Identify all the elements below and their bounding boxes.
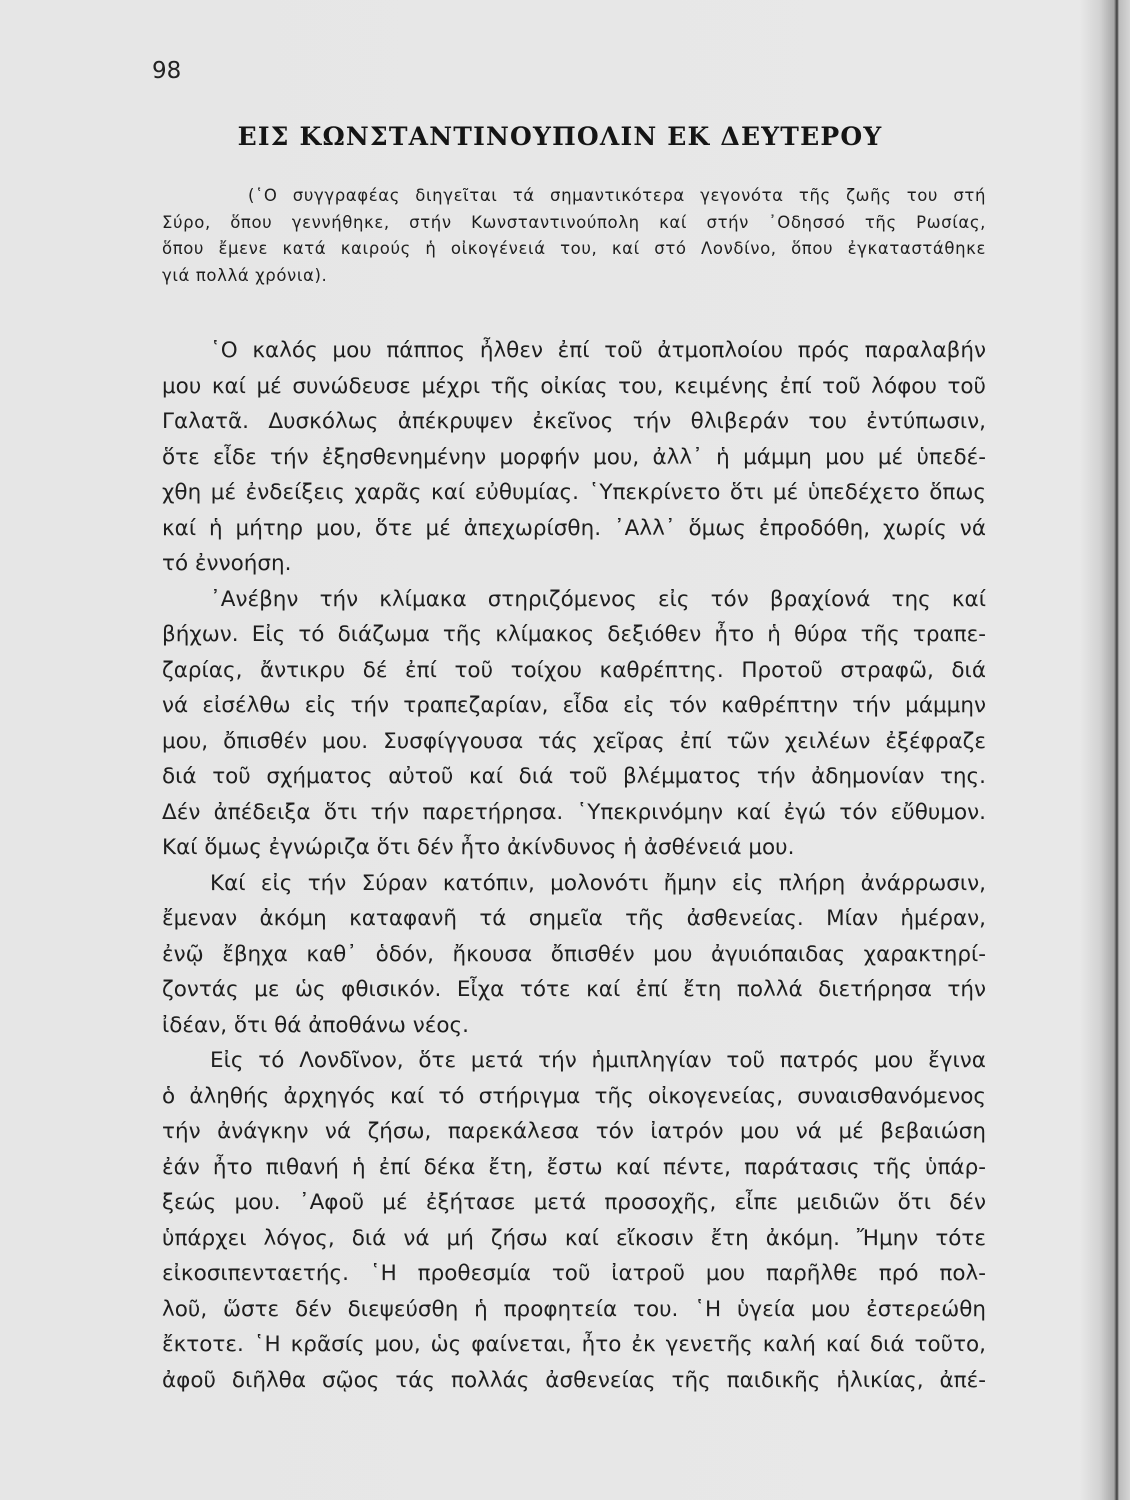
page-number: 98 — [152, 58, 182, 84]
paragraph-2 — [162, 582, 986, 866]
text-line: ἀφοῦ διῆλθα σῷος τάς πολλάς ἀσθενείας τῆς παιδικῆς ἡλικίας, ἀπέ- — [162, 1367, 986, 1393]
text-line: νά εἰσέλθω εἰς τήν τραπεζαρίαν, εἶδα εἰς τόν καθρέπτην τήν μάμμην — [162, 693, 986, 718]
text-line: ζοντάς με ὡς φθισικόν. Εἶχα τότε καί ἐπί ἔτη πολλά διετήρησα τήν — [162, 977, 986, 1002]
text-line: ᾽Ανέβην τήν κλίμακα στηριζόμενος εἰς τόν βραχίονά της καί — [210, 586, 986, 612]
text-line: ξεώς μου. ᾽Αφοῦ μέ ἐξήτασε μετά προσοχῆς, εἶπε μειδιῶν ὅτι δέν — [162, 1190, 986, 1215]
text-line: Δέν ἀπέδειξα ὅτι τήν παρετήρησα. ῾Υπεκρινόμην καί ἐγώ τόν εὔθυμον. — [162, 799, 986, 825]
paragraph-3 — [162, 866, 986, 1044]
paragraph-1 — [162, 333, 986, 582]
text-line: χθη μέ ἐνδείξεις χαρᾶς καί εὐθυμίας. ῾Υπεκρίνετο ὅτι μέ ὑπεδέχετο ὅπως — [162, 480, 986, 505]
intro-line: ὅπου ἔμενε κατά καιρούς ἡ οἰκογένειά του, καί στό Λονδίνο, ὅπου ἐγκαταστάθηκε — [162, 239, 986, 258]
text-line: εἰκοσιπενταετής. ῾Η προθεσμία τοῦ ἰατροῦ μου παρῆλθε πρό πολ- — [162, 1261, 986, 1286]
chapter-title-text: ΕΙΣ ΚΩΝΣΤΑΝΤΙΝΟΥΠΟΛΙΝ ΕΚ ΔΕΥΤΕΡΟΥ — [237, 122, 883, 151]
paragraph-4 — [162, 1043, 986, 1398]
text-line: τήν ἀνάγκην νά ζήσω, παρεκάλεσα τόν ἰατρόν μου νά μέ βεβαιώση — [162, 1119, 986, 1144]
intro-line: (῾Ο συγγραφέας διηγεῖται τά σημαντικότερα γεγονότα τῆς ζωῆς του στή — [248, 186, 986, 205]
text-line: ἔμεναν ἀκόμη καταφανῆ τά σημεῖα τῆς ἀσθενείας. Μίαν ἡμέραν, — [162, 906, 986, 931]
chapter-title — [0, 122, 1130, 151]
text-line: Γαλατᾶ. Δυσκόλως ἀπέκρυψεν ἐκεῖνος τήν θλιβεράν του ἐντύπωσιν, — [162, 409, 986, 434]
text-line: ὑπάρχει λόγος, διά νά μή ζήσω καί εἴκοσιν ἔτη ἀκόμη. Ἤμην τότε — [162, 1225, 986, 1251]
text-line: μου, ὄπισθέν μου. Συσφίγγουσα τάς χεῖρας ἐπί τῶν χειλέων ἐξέφραζε — [162, 728, 986, 754]
text-line: ὅτε εἶδε τήν ἐξησθενημένην μορφήν μου, ἀλλ᾽ ἡ μάμμη μου μέ ὑπεδέ- — [162, 444, 986, 470]
text-line: Καί ὅμως ἐγνώριζα ὅτι δέν ἦτο ἀκίνδυνος ἡ ἀσθένειά μου. — [162, 835, 795, 860]
intro-line: Σύρο, ὅπου γεννήθηκε, στήν Κωνσταντινούπολη καί στήν ᾽Οδησσό τῆς Ρωσίας, — [162, 212, 986, 232]
text-line: διά τοῦ σχήματος αὐτοῦ καί διά τοῦ βλέμματος τήν ἀδημονίαν της. — [162, 764, 986, 789]
text-line: λοῦ, ὥστε δέν διεψεύσθη ἡ προφητεία του. ῾Η ὑγεία μου ἐστερεώθη — [162, 1296, 986, 1322]
text-line: μου καί μέ συνώδευσε μέχρι τῆς οἰκίας του, κειμένης ἐπί τοῦ λόφου τοῦ — [162, 373, 986, 399]
text-line: Εἰς τό Λονδῖνον, ὅτε μετά τήν ἡμιπληγίαν τοῦ πατρός μου ἔγινα — [210, 1048, 986, 1073]
text-line: ὁ ἀληθής ἀρχηγός καί τό στήριγμα τῆς οἰκογενείας, συναισθανόμενος — [162, 1083, 986, 1109]
text-line: βήχων. Εἰς τό διάζωμα τῆς κλίμακος δεξιόθεν ἦτο ἡ θύρα τῆς τραπε- — [162, 622, 986, 647]
intro-line: γιά πολλά χρόνια). — [162, 265, 328, 285]
text-line: ἐάν ἦτο πιθανή ἡ ἐπί δέκα ἔτη, ἔστω καί πέντε, παράτασις τῆς ὑπάρ- — [162, 1154, 986, 1180]
body-text — [162, 333, 986, 1398]
text-line: ἰδέαν, ὅτι θά ἀποθάνω νέος. — [162, 1012, 469, 1038]
text-line: τό ἐννοήση. — [162, 551, 292, 576]
text-line: ῾Ο καλός μου πάππος ἦλθεν ἐπί τοῦ ἀτμοπλοίου πρός παραλαβήν — [210, 338, 986, 363]
text-line: ζαρίας, ἄντικρυ δέ ἐπί τοῦ τοίχου καθρέπτης. Προτοῦ στραφῶ, διά — [162, 657, 986, 683]
text-line: καί ἡ μήτηρ μου, ὅτε μέ ἀπεχωρίσθη. ᾽Αλλ᾽ ὅμως ἐπροδόθη, χωρίς νά — [162, 515, 986, 541]
intro-note — [162, 183, 986, 289]
text-line: Καί εἰς τήν Σύραν κατόπιν, μολονότι ἤμην εἰς πλήρη ἀνάρρωσιν, — [210, 870, 986, 896]
text-line: ἔκτοτε. ῾Η κρᾶσίς μου, ὡς φαίνεται, ἦτο ἐκ γενετῆς καλή καί διά τοῦτο, — [162, 1332, 986, 1357]
text-line: ἐνῷ ἔβηχα καθ᾽ ὁδόν, ἤκουσα ὄπισθέν μου ἀγυιόπαιδας χαρακτηρί- — [162, 941, 986, 967]
